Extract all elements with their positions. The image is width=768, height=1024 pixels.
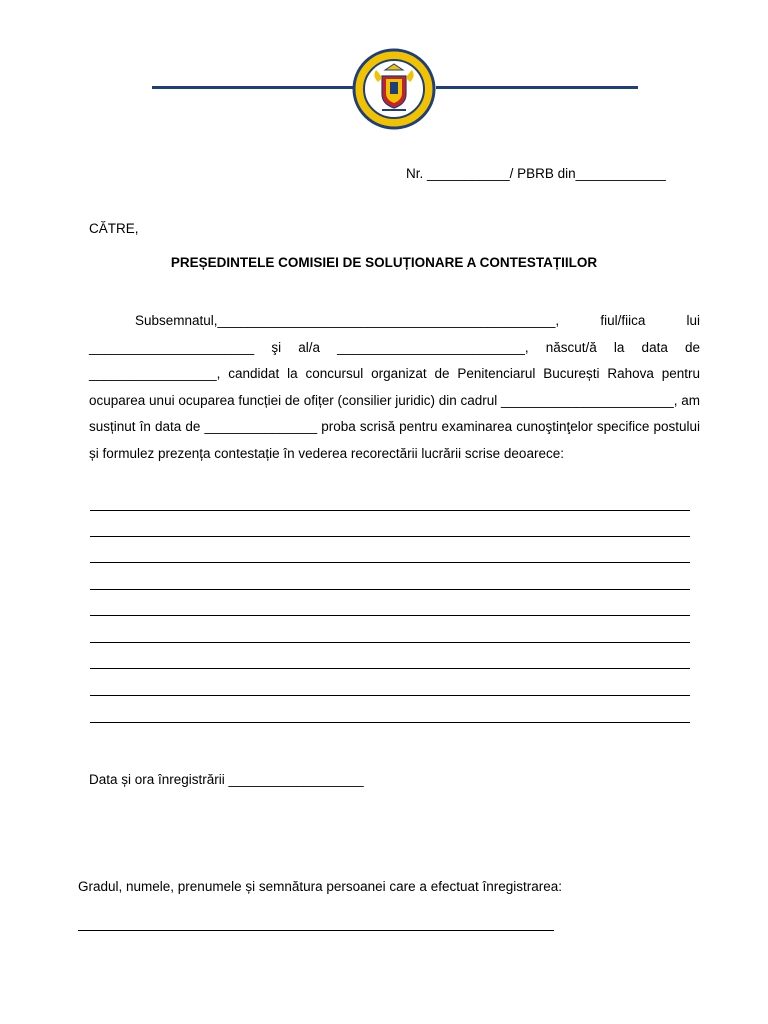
- header-rule-left: [152, 86, 356, 89]
- answer-line[interactable]: [90, 562, 690, 563]
- statement-text: Subsemnatul,_____________________________________________, fiul/fiica lui ______________________ şi al/a _________________________, născut/ă la data de _________________, candidat la concursul organizat de Penitenciarul București Rahova pentru ocuparea unui ocuparea funcției de ofițer (consilier juridic) din cadrul _______________________, am susținut în data de _______________ proba scrisă pentru examinarea cunoştinţelor specifice postului și formulez prezența contestație în vederea recorectării lucrării scrise deoarece:: [89, 313, 700, 461]
- answer-line[interactable]: [90, 536, 690, 537]
- registration-date-field: Data și ora înregistrării __________________: [89, 772, 364, 787]
- answer-line[interactable]: [90, 695, 690, 696]
- header-rule-right: [436, 86, 638, 89]
- registration-number-line: Nr. ___________/ PBRB din____________: [406, 166, 666, 181]
- answer-line[interactable]: [90, 668, 690, 669]
- signature-label: Gradul, numele, prenumele și semnătura persoanei care a efectuat înregistrarea:: [78, 879, 563, 894]
- answer-line[interactable]: [90, 510, 690, 511]
- answer-line[interactable]: [90, 642, 690, 643]
- document-title: PREȘEDINTELE COMISIEI DE SOLUȚIONARE A CONTESTAȚIILOR: [170, 255, 598, 270]
- statement-paragraph: [89, 308, 700, 468]
- recipient-label: CĂTRE,: [89, 221, 139, 236]
- signature-line[interactable]: [78, 930, 554, 931]
- answer-line[interactable]: [90, 722, 690, 723]
- answer-line[interactable]: [90, 589, 690, 590]
- answer-line[interactable]: [90, 615, 690, 616]
- ministry-emblem-icon: [352, 48, 436, 130]
